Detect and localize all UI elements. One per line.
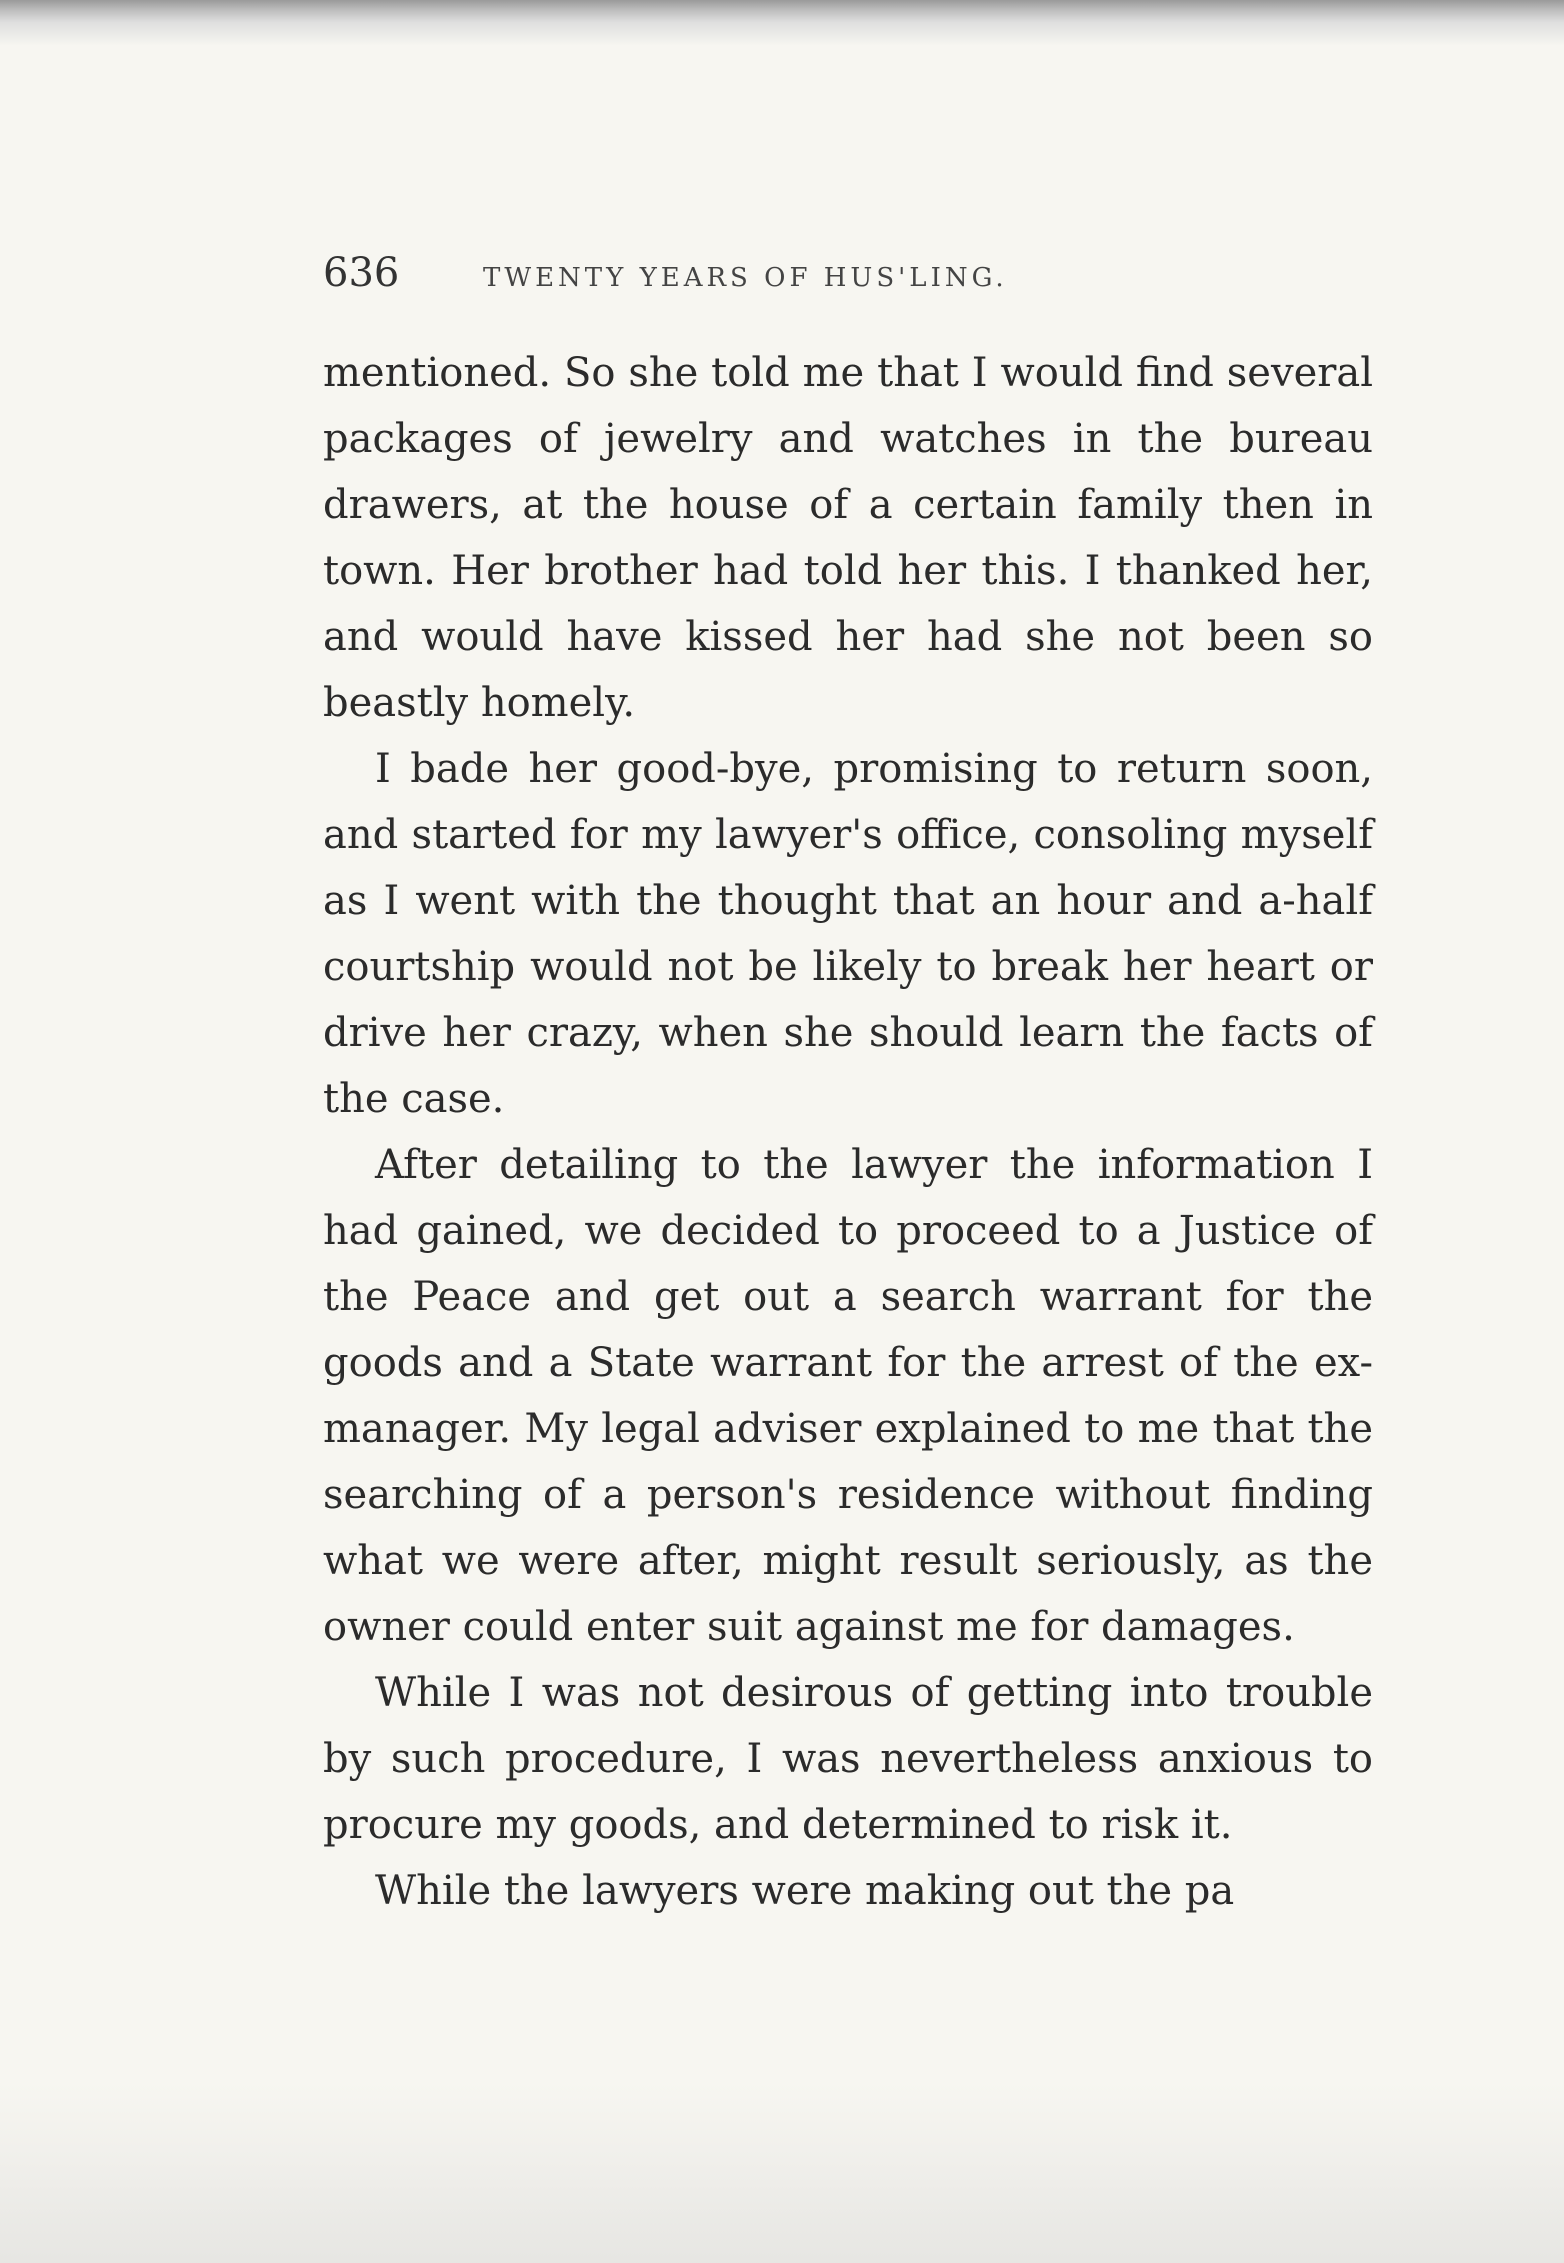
paragraph-4: While I was not desirous of getting into trouble by such procedure, I was nevertheless anxious to procure my goods, and determined to risk it.	[323, 1670, 1373, 1848]
paragraph-2: I bade her good-bye, promising to return soon, and started for my lawyer's office, consoling myself as I went with the thought that an hour and a-half courtship would not be likely to break her heart or drive her crazy, when she should learn the facts of the case.	[323, 746, 1373, 1122]
paragraph-1: mentioned. So she told me that I would find several packages of jewelry and watches in the bureau drawers, at the house of a certain family then in town. Her brother had told her this. I thanked her, and would have kissed her had she not been so beastly homely.	[323, 350, 1373, 726]
scan-bottom-edge	[0, 2083, 1564, 2263]
paragraph-5: While the lawyers were making out the pa	[375, 1868, 1235, 1914]
page-number: 636	[323, 250, 400, 296]
body-text	[323, 340, 1373, 1924]
page-header	[323, 250, 1373, 310]
running-head: TWENTY YEARS OF HUS'LING.	[483, 263, 1008, 293]
paragraph-3: After detailing to the lawyer the information I had gained, we decided to proceed to a Justice of the Peace and get out a search warrant for the goods and a State warrant for the arrest of the ex-manager. My legal adviser explained to me that the searching of a person's residence without finding what we were after, might result seriously, as the owner could enter suit against me for damages.	[323, 1142, 1373, 1650]
scan-top-edge	[0, 0, 1564, 46]
